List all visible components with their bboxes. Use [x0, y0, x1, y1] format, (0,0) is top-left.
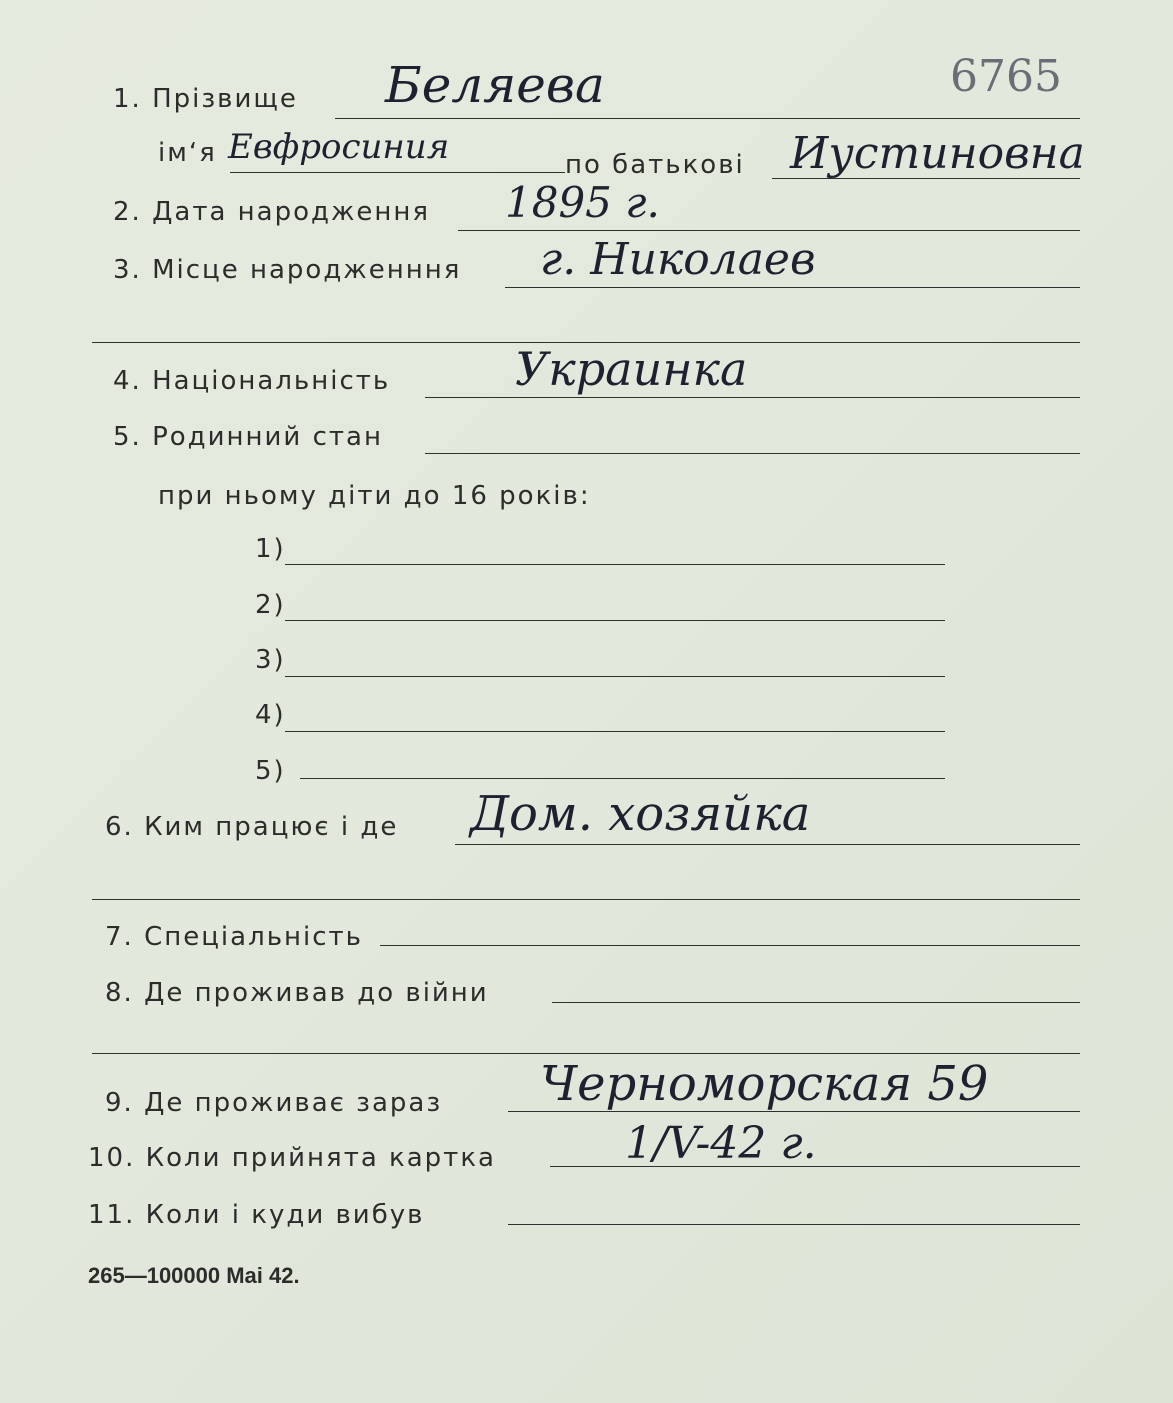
current-label: 9. Де проживає зараз [105, 1088, 443, 1118]
card-date-value[interactable]: 1/V-42 г. [625, 1118, 817, 1169]
nationality-label: 4. Національність [113, 366, 391, 396]
child-line [285, 564, 945, 565]
work-value[interactable]: Дом. хозяйка [470, 786, 811, 842]
child-number: 5) [255, 756, 286, 786]
print-code: 265—100000 Mai 42. [88, 1263, 300, 1288]
patronymic-label: по батькові [565, 150, 745, 180]
birth-date-label: 2. Дата народження [113, 197, 431, 227]
nationality-line [425, 397, 1080, 398]
specialty-line [380, 945, 1080, 946]
birth-date-value[interactable]: 1895 г. [505, 178, 660, 227]
family-status-label: 5. Родинний стан [113, 422, 383, 452]
patronymic-value[interactable]: Иустиновна [790, 128, 1085, 179]
child-number: 1) [255, 534, 286, 564]
nationality-value[interactable]: Украинка [515, 342, 748, 396]
surname-value[interactable]: Беляева [385, 56, 605, 114]
child-line [285, 620, 945, 621]
first-name-value[interactable]: Евфросиния [228, 127, 450, 167]
child-number: 2) [255, 590, 286, 620]
departed-label: 11. Коли і куди вибув [88, 1200, 425, 1230]
name-line [230, 172, 565, 173]
name-label: ім‘я [158, 138, 217, 168]
card-date-label: 10. Коли прийнята картка [88, 1143, 496, 1173]
record-number: 6765 [950, 51, 1062, 102]
work-line [455, 844, 1080, 845]
prewar-line [552, 1002, 1080, 1003]
birth-place-label: 3. Місце народженння [113, 255, 462, 285]
child-number: 3) [255, 645, 286, 675]
prewar-line-2 [92, 1053, 1080, 1054]
children-label: при ньому діти до 16 років: [158, 481, 591, 511]
child-number: 4) [255, 700, 286, 730]
birth-date-line [458, 230, 1080, 231]
child-line [300, 778, 945, 779]
departed-line [508, 1224, 1080, 1225]
current-address-value[interactable]: Черноморская 59 [540, 1056, 989, 1112]
specialty-label: 7. Спеціальність [105, 922, 364, 952]
surname-label: 1. Прізвище [113, 84, 298, 114]
child-line [285, 731, 945, 732]
work-line-2 [92, 899, 1080, 900]
child-line [285, 676, 945, 677]
surname-line [335, 118, 1080, 119]
work-label: 6. Ким працює і де [105, 812, 399, 842]
birth-place-value[interactable]: г. Николаев [540, 234, 816, 285]
family-status-line [425, 453, 1080, 454]
birth-place-line [505, 287, 1080, 288]
prewar-label: 8. Де проживав до війни [105, 978, 489, 1008]
